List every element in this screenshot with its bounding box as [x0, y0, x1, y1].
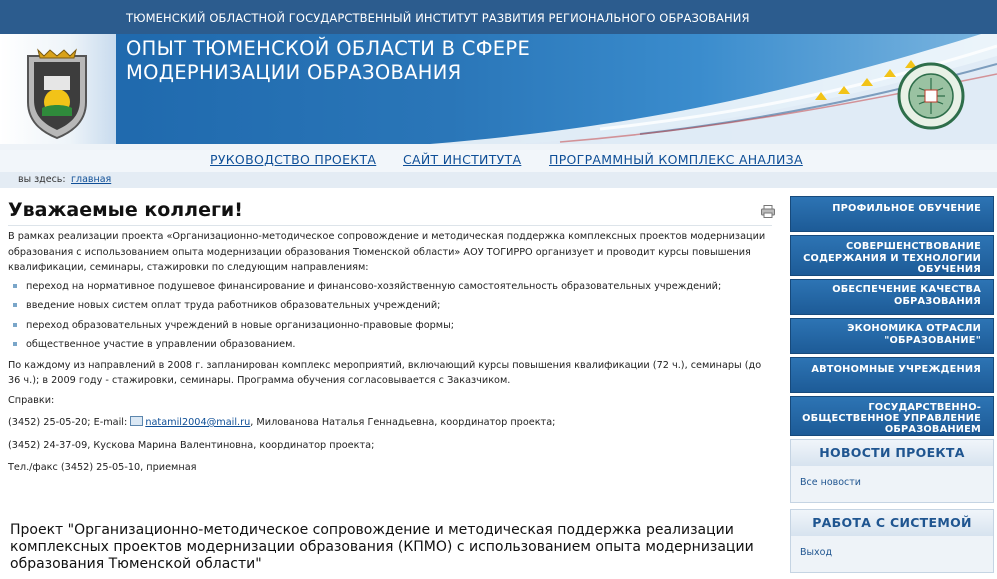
nav-institute-site[interactable]: САЙТ ИНСТИТУТА — [403, 152, 522, 167]
breadcrumb-label: вы здесь: — [18, 174, 66, 185]
intro-paragraph: В рамках реализации проекта «Организационно-методическое сопровождение и методическая поддержка комплексных проектов модернизации образования с использованием опыта модернизации образования Тюменской области» АОУ ТОГИРРО организует и проводит курсы повышения квалификации, семинары, стажировки по следующим направлениям: — [8, 231, 766, 273]
bullet-icon — [13, 342, 17, 346]
contact-line-3: Тел./факс (3452) 25-05-10, приемная — [8, 462, 197, 473]
news-heading: НОВОСТИ ПРОЕКТА — [791, 440, 993, 466]
nav-project-management[interactable]: РУКОВОДСТВО ПРОЕКТА — [210, 152, 377, 167]
coat-of-arms-icon — [20, 42, 94, 140]
sidebar-button-autonomous[interactable]: АВТОНОМНЫЕ УЧРЕЖДЕНИЯ — [790, 357, 994, 393]
logout-link[interactable]: Выход — [800, 547, 833, 558]
page-title: Уважаемые коллеги! — [8, 198, 772, 226]
contact-line-2: (3452) 24-37-09, Кускова Марина Валентиновна, координатор проекта; — [8, 439, 375, 451]
list-item: переход на нормативное подушевое финансирование и финансово-хозяйственную самостоятельность образовательных учреждений; — [8, 280, 776, 294]
bullet-icon — [13, 284, 17, 288]
sidebar-button-public-management[interactable]: ГОСУДАРСТВЕННО- ОБЩЕСТВЕННОЕ УПРАВЛЕНИЕ ОБРАЗОВАНИЕМ — [790, 396, 994, 436]
bullet-icon — [13, 303, 17, 307]
site-banner — [0, 34, 997, 144]
institute-header-bar — [0, 0, 997, 34]
nav-analysis-complex[interactable]: ПРОГРАММНЫЙ КОМПЛЕКС АНАЛИЗА — [549, 152, 803, 167]
news-block — [790, 439, 994, 503]
sidebar-button-quality-assurance[interactable]: ОБЕСПЕЧЕНИЕ КАЧЕСТВА ОБРАЗОВАНИЯ — [790, 279, 994, 315]
institute-name: ТЮМЕНСКИЙ ОБЛАСТНОЙ ГОСУДАРСТВЕННЫЙ ИНСТИТУТ РАЗВИТИЯ РЕГИОНАЛЬНОГО ОБРАЗОВАНИЯ — [126, 11, 750, 25]
list-item: введение новых систем оплат труда работников образовательных учреждений; — [8, 299, 776, 313]
site-title — [126, 37, 530, 85]
breadcrumb-home-link[interactable]: главная — [71, 174, 112, 185]
list-item: общественное участие в управлении образованием. — [8, 338, 776, 352]
directions-list — [8, 280, 776, 352]
sidebar — [790, 196, 996, 579]
sidebar-button-content-improvement[interactable]: СОВЕРШЕНСТВОВАНИЕ СОДЕРЖАНИЯ И ТЕХНОЛОГИИ ОБУЧЕНИЯ — [790, 235, 994, 276]
bullet-icon — [13, 323, 17, 327]
contacts-label: Справки: — [8, 394, 55, 406]
envelope-icon — [130, 416, 143, 426]
system-heading: РАБОТА С СИСТЕМОЙ — [791, 510, 993, 536]
sidebar-button-economy[interactable]: ЭКОНОМИКА ОТРАСЛИ "ОБРАЗОВАНИЕ" — [790, 318, 994, 354]
printer-icon[interactable] — [761, 205, 775, 218]
list-item: переход образовательных учреждений в новые организационно-правовые формы; — [8, 319, 776, 333]
email-link[interactable]: natamil2004@mail.ru — [145, 417, 251, 428]
top-navigation — [0, 150, 997, 172]
sidebar-button-profile-education[interactable]: ПРОФИЛЬНОЕ ОБУЧЕНИЕ — [790, 196, 994, 232]
plan-paragraph: По каждому из направлений в 2008 г. запланирован комплекс мероприятий, включающий курсы повышения квалификации (72 ч.), семинары (до 36 ч.); в 2009 году - стажировки, семинары. Программа обучения согласовывается с Заказчиком. — [8, 359, 762, 386]
institute-seal-icon — [897, 62, 965, 130]
main-content — [8, 198, 776, 476]
project-title: Проект "Организационно-методическое сопровождение и методическая поддержка реализации комплексных проектов модернизации образования (КПМО) с использованием опыта модернизации образования Тюменской области" — [10, 522, 754, 572]
contact-line-1: (3452) 25-05-20; E-mail: natamil2004@mail.ru, Милованова Наталья Геннадьевна, координатор проекта; — [8, 417, 556, 428]
site-title-line1: ОПЫТ ТЮМЕНСКОЙ ОБЛАСТИ В СФЕРЕ — [126, 37, 531, 60]
site-title-line2: МОДЕРНИЗАЦИИ ОБРАЗОВАНИЯ — [126, 61, 462, 84]
system-block — [790, 509, 994, 573]
breadcrumb — [0, 172, 997, 188]
all-news-link[interactable]: Все новости — [800, 477, 861, 488]
